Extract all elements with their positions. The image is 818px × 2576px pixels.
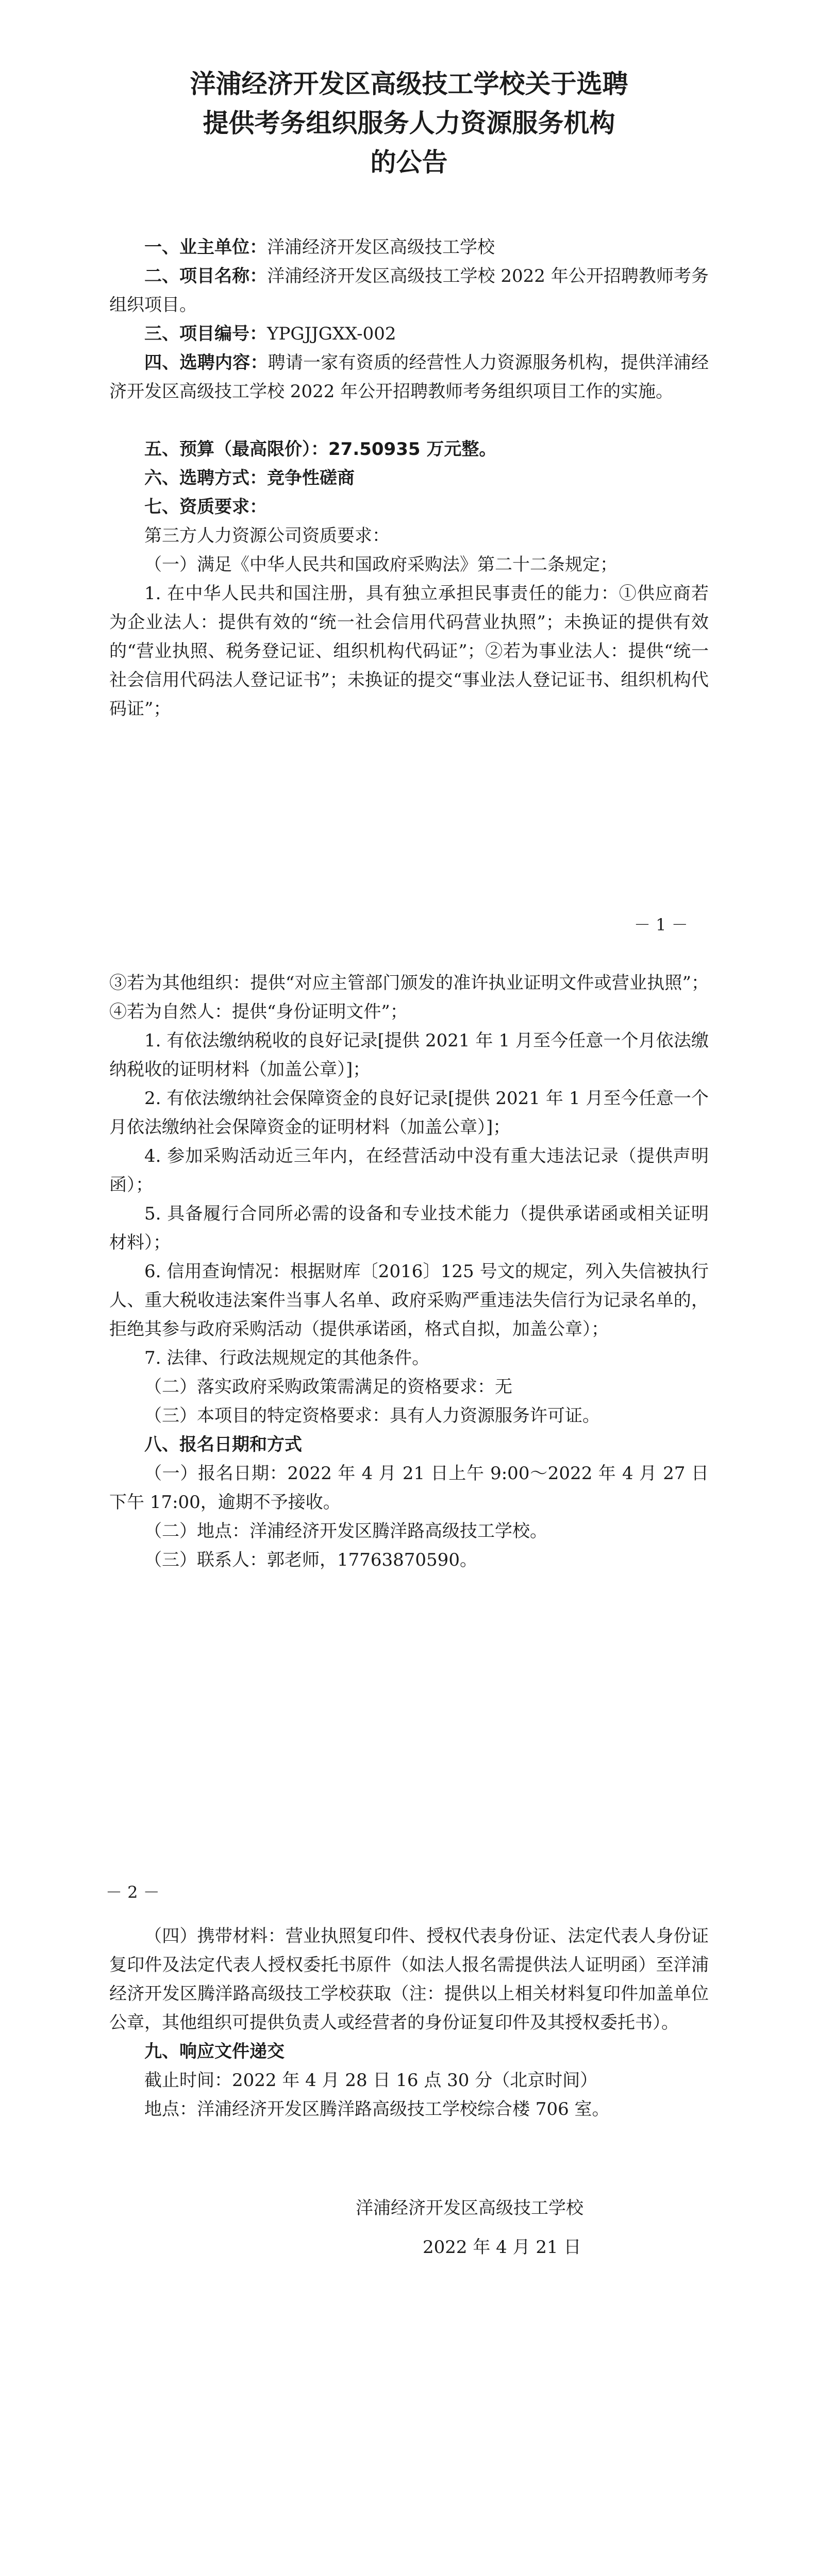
registration-contact: （三）联系人：郭老师，17763870590。 xyxy=(144,1550,477,1570)
qualification-1-text: 1. 在中华人民共和国注册，具有独立承担民事责任的能力：①供应商若为企业法人：提供有效的“统一社会信用代码营业执照”；未换证的提供有效的“营业执照、税务登记证、组织机构代码证”；②若为事业法人：提供“统一社会信用代码法人登记证书”；未换证的提交“事业法人登记证书、组织机构代码证”； xyxy=(109,583,709,719)
signature-organization: 洋浦经济开发区高级技工学校 xyxy=(356,2198,583,2218)
qualification-item: 2. 有依法缴纳社会保障资金的良好记录[提供 2021 年 1 月至今任意一个月依法缴纳社会保障资金的证明材料（加盖公章）]； xyxy=(109,1088,709,1138)
registration-materials: （四）携带材料：营业执照复印件、授权代表身份证、法定代表人身份证复印件及法定代表人授权委托书原件（如法人报名需提供法人证明函）至洋浦经济开发区腾洋路高级技工学校获取（注：提供以上相关材料复印件加盖单位公章，其他组织可提供负责人或经营者的身份证复印件及其授权委托书）。 xyxy=(109,1926,709,2033)
section-method-label: 六、选聘方式： xyxy=(144,468,267,488)
section-project-name-label: 二、项目名称： xyxy=(144,266,268,286)
section-content xyxy=(109,348,709,406)
page-number-2: － 2 － xyxy=(106,1883,160,1902)
section-submission-heading: 九、响应文件递交 xyxy=(144,2041,285,2062)
section-method xyxy=(109,464,709,493)
section-method-text: 竞争性磋商 xyxy=(267,468,355,488)
qualification-1-continued: ③若为其他组织：提供“对应主管部门颁发的准许执业证明文件或营业执照”；④若为自然人：提供“身份证明文件”； xyxy=(109,973,709,1022)
qualification-3: （三）本项目的特定资格要求：具有人力资源服务许可证。 xyxy=(144,1405,600,1426)
page-3 xyxy=(0,1911,818,2576)
signature-date: 2022 年 4 月 21 日 xyxy=(423,2237,581,2258)
qualification-item: 4. 参加采购活动近三年内，在经营活动中没有重大违法记录（提供声明函）； xyxy=(109,1146,709,1195)
qualification-item: 5. 具备履行合同所必需的设备和专业技术能力（提供承诺函或相关证明材料）； xyxy=(109,1204,709,1253)
qualification-item: 1. 有依法缴纳税收的良好记录[提供 2021 年 1 月至今任意一个月依法缴纳税收的证明材料（加盖公章）]； xyxy=(109,1030,709,1080)
section-owner-label: 一、业主单位： xyxy=(144,237,267,258)
qualification-item: 7. 法律、行政法规规定的其他条件。 xyxy=(144,1348,430,1368)
qualification-item: 6. 信用查询情况：根据财库〔2016〕125 号文的规定，列入失信被执行人、重大税收违法案件当事人名单、政府采购严重违法失信行为记录名单的，拒绝其参与政府采购活动（提供承诺函，格式自拟，加盖公章）； xyxy=(109,1261,709,1340)
section-project-number-text: YPGJJGXX-002 xyxy=(267,324,396,344)
qualification-intro: 第三方人力资源公司资质要求： xyxy=(144,526,390,546)
section-owner-text: 洋浦经济开发区高级技工学校 xyxy=(267,237,495,258)
page-1 xyxy=(0,0,818,963)
title-line-2: 提供考务组织服务人力资源服务机构 xyxy=(203,108,615,138)
page-2 xyxy=(0,963,818,1911)
section-registration-heading: 八、报名日期和方式 xyxy=(144,1434,302,1455)
section-project-number xyxy=(109,319,709,348)
section-project-number-label: 三、项目编号： xyxy=(144,324,267,344)
section-content-text: 聘请一家有资质的经营性人力资源服务机构，提供洋浦经济开发区高级技工学校 2022 年公开招聘教师考务组织项目工作的实施。 xyxy=(109,352,709,402)
registration-location: （二）地点：洋浦经济开发区腾洋路高级技工学校。 xyxy=(144,1521,547,1541)
submission-deadline: 截止时间：2022 年 4 月 28 日 16 点 30 分（北京时间） xyxy=(144,2070,598,2091)
title-line-3: 的公告 xyxy=(370,147,448,177)
section-project-name-text: 洋浦经济开发区高级技工学校 2022 年公开招聘教师考务组织项目。 xyxy=(109,266,709,315)
section-content-label: 四、选聘内容： xyxy=(144,352,268,373)
page-number-1: － 1 － xyxy=(634,915,688,935)
section-qualification-heading: 七、资质要求： xyxy=(144,497,267,517)
section-owner xyxy=(109,233,709,262)
qualification-2: （二）落实政府采购政策需满足的资格要求：无 xyxy=(144,1377,512,1397)
qualification-1: （一）满足《中华人民共和国政府采购法》第二十二条规定； xyxy=(144,554,617,575)
section-project-name xyxy=(109,262,709,319)
title-line-1: 洋浦经济开发区高级技工学校关于选聘 xyxy=(190,69,628,99)
registration-date: （一）报名日期：2022 年 4 月 21 日上午 9:00～2022 年 4 月 27 日下午 17:00，逾期不予接收。 xyxy=(109,1463,709,1513)
submission-location: 地点：洋浦经济开发区腾洋路高级技工学校综合楼 706 室。 xyxy=(144,2099,610,2120)
section-budget: 五、预算（最高限价）：27.50935 万元整。 xyxy=(144,439,497,460)
